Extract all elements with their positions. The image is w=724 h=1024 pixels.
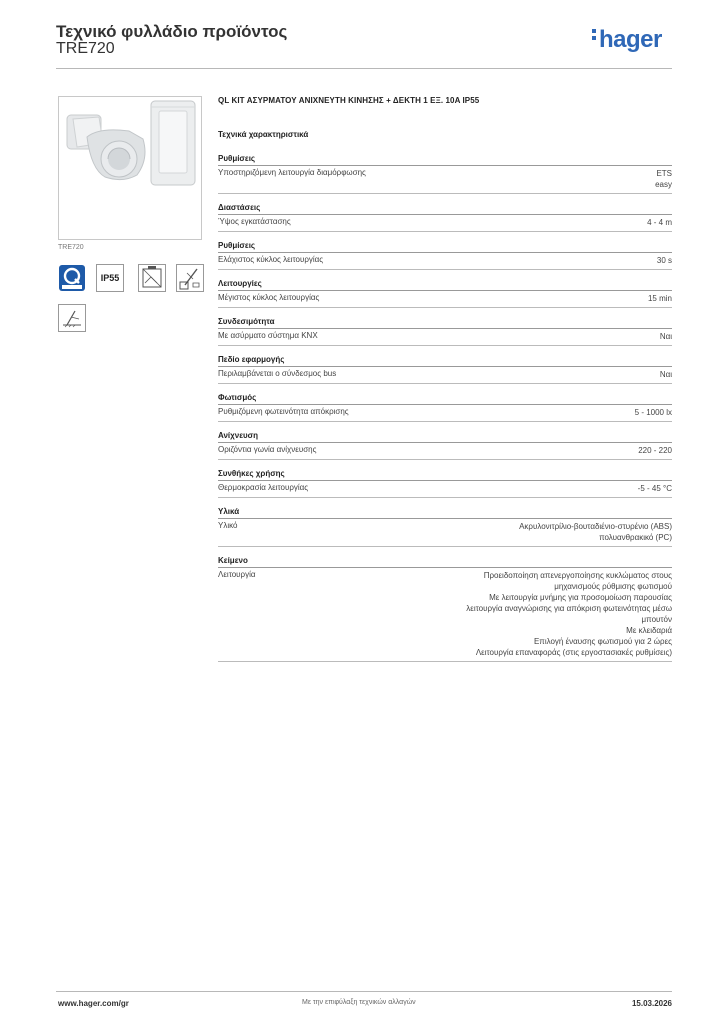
ip55-badge: [96, 264, 124, 292]
spec-value-line: λειτουργία αναγνώρισης για απόκριση φωτεινότητας μέσω: [466, 604, 672, 613]
spec-group-title: Συνθήκες χρήσης: [218, 469, 672, 481]
spec-row: [218, 367, 672, 384]
hager-logo: [592, 26, 662, 54]
technical-specs: [218, 96, 672, 671]
spec-value-line: 15 min: [647, 294, 672, 303]
spec-value: [519, 521, 672, 543]
spec-value: [655, 168, 672, 190]
spec-group: [218, 203, 672, 232]
spec-label: Ρυθμιζόμενη φωτεινότητα απόκρισης: [218, 407, 349, 416]
spec-row: [218, 443, 672, 460]
spec-label: Μέγιστος κύκλος λειτουργίας: [218, 293, 320, 302]
spec-group: [218, 241, 672, 270]
spec-value: [648, 293, 672, 304]
spec-label: Λειτουργία: [218, 570, 256, 579]
spec-value-line: Λειτουργία επαναφοράς (στις εργοστασιακές ρυθμίσεις): [475, 648, 672, 657]
header-divider: [56, 68, 672, 69]
spec-value: [466, 570, 672, 658]
detection-range-icon: [138, 264, 166, 292]
spec-group: [218, 154, 672, 194]
spec-label: Θερμοκρασία λειτουργίας: [218, 483, 309, 492]
spec-group-title: Πεδίο εφαρμογής: [218, 355, 672, 367]
spec-label: Υλικό: [218, 521, 238, 530]
spec-row: [218, 215, 672, 232]
spec-group-title: Κείμενο: [218, 556, 672, 568]
spec-group-title: Ανίχνευση: [218, 431, 672, 443]
spec-value-line: Ναι: [659, 370, 672, 379]
spec-row: [218, 568, 672, 662]
spec-group-title: Συνδεσιμότητα: [218, 317, 672, 329]
spec-value-line: 30 s: [656, 256, 672, 265]
spec-group-title: Ρυθμίσεις: [218, 154, 672, 166]
spec-label: Υποστηριζόμενη λειτουργία διαμόρφωσης: [218, 168, 366, 177]
spec-group-title: Υλικά: [218, 507, 672, 519]
spec-value-line: Με κλειδαριά: [626, 626, 672, 635]
spec-value: [635, 407, 672, 418]
footer-divider: [56, 991, 672, 992]
spec-group: [218, 279, 672, 308]
spec-row: [218, 253, 672, 270]
spec-row: [218, 481, 672, 498]
spec-row: [218, 291, 672, 308]
spec-value-line: μηχανισμούς ρύθμισης φωτισμού: [554, 582, 672, 591]
spec-value: [638, 445, 672, 456]
spec-group-title: Λειτουργίες: [218, 279, 672, 291]
spec-value-line: Επιλογή έναυσης φωτισμού για 2 ώρες: [533, 637, 672, 646]
footer-date: 15.03.2026: [631, 999, 672, 1008]
ip-rating-text: IP55: [100, 273, 120, 283]
spec-group: [218, 556, 672, 662]
motion-detector-kit-icon: [59, 97, 201, 239]
footer-website: www.hager.com/gr: [58, 999, 129, 1008]
spec-group: [218, 469, 672, 498]
product-title: QL ΚΙΤ ΑΣΥΡΜΑΤΟΥ ΑΝΙΧΝΕΥΤΗ ΚΙΝΗΣΗΣ + ΔΕΚΤΗ 1 ΕΞ. 10A IP55: [218, 96, 480, 105]
spec-group: [218, 507, 672, 547]
product-code: TRE720: [56, 40, 115, 57]
spec-value-line: Ακρυλονιτρίλιο-βουταδιένιο-στυρένιο (ABS): [519, 522, 672, 531]
spec-row: [218, 166, 672, 194]
spec-row: [218, 329, 672, 346]
logo-dots-icon: [592, 29, 597, 43]
spec-value: [647, 217, 672, 228]
spec-group-title: Φωτισμός: [218, 393, 672, 405]
spec-groups: [218, 154, 672, 662]
spec-group: [218, 431, 672, 460]
spec-label: Ελάχιστος κύκλος λειτουργίας: [218, 255, 324, 264]
page-title: Τεχνικό φυλλάδιο προϊόντος: [56, 22, 288, 41]
spec-value-line: πολυανθρακικό (PC): [599, 533, 672, 542]
spec-group: [218, 393, 672, 422]
image-caption: TRE720: [58, 244, 84, 251]
quality-badge-icon: [58, 264, 86, 292]
spec-value-line: Ναι: [659, 332, 672, 341]
spec-value-line: easy: [655, 180, 672, 189]
spec-value-line: -5 - 45 °C: [637, 484, 672, 493]
spec-value: [657, 255, 672, 266]
section-heading: Τεχνικά χαρακτηριστικά: [218, 130, 309, 139]
spec-row: [218, 519, 672, 547]
spec-value-line: Με λειτουργία μνήμης για προσομοίωση παρουσίας: [489, 593, 672, 602]
spec-label: Οριζόντια γωνία ανίχνευσης: [218, 445, 317, 454]
footer-notice: Με την επιφύλαξη τεχνικών αλλαγών: [302, 999, 416, 1006]
spec-label: Περιλαμβάνεται ο σύνδεσμος bus: [218, 369, 337, 378]
spec-group-title: Διαστάσεις: [218, 203, 672, 215]
spec-label: Ύψος εγκατάστασης: [218, 217, 291, 226]
mounting-tool-icon: [176, 264, 204, 292]
spec-value-line: 5 - 1000 lx: [634, 408, 672, 417]
spec-group-title: Ρυθμίσεις: [218, 241, 672, 253]
spec-value-line: 220 - 220: [638, 446, 672, 455]
spec-group: [218, 355, 672, 384]
spec-value: [660, 369, 672, 380]
spec-value: [660, 331, 672, 342]
spec-value-line: μπουτόν: [641, 615, 672, 624]
spec-value-line: Προειδοποίηση απενεργοποίησης κυκλώματος στους: [483, 571, 672, 580]
spec-value-line: ETS: [656, 169, 672, 178]
logo-text: hager: [599, 26, 662, 53]
product-image: [58, 96, 202, 240]
wall-mount-icon: [58, 304, 86, 332]
spec-label: Με ασύρματο σύστημα KNX: [218, 331, 318, 340]
spec-group: [218, 317, 672, 346]
spec-row: [218, 405, 672, 422]
spec-value-line: 4 - 4 m: [647, 218, 672, 227]
spec-value: [638, 483, 672, 494]
